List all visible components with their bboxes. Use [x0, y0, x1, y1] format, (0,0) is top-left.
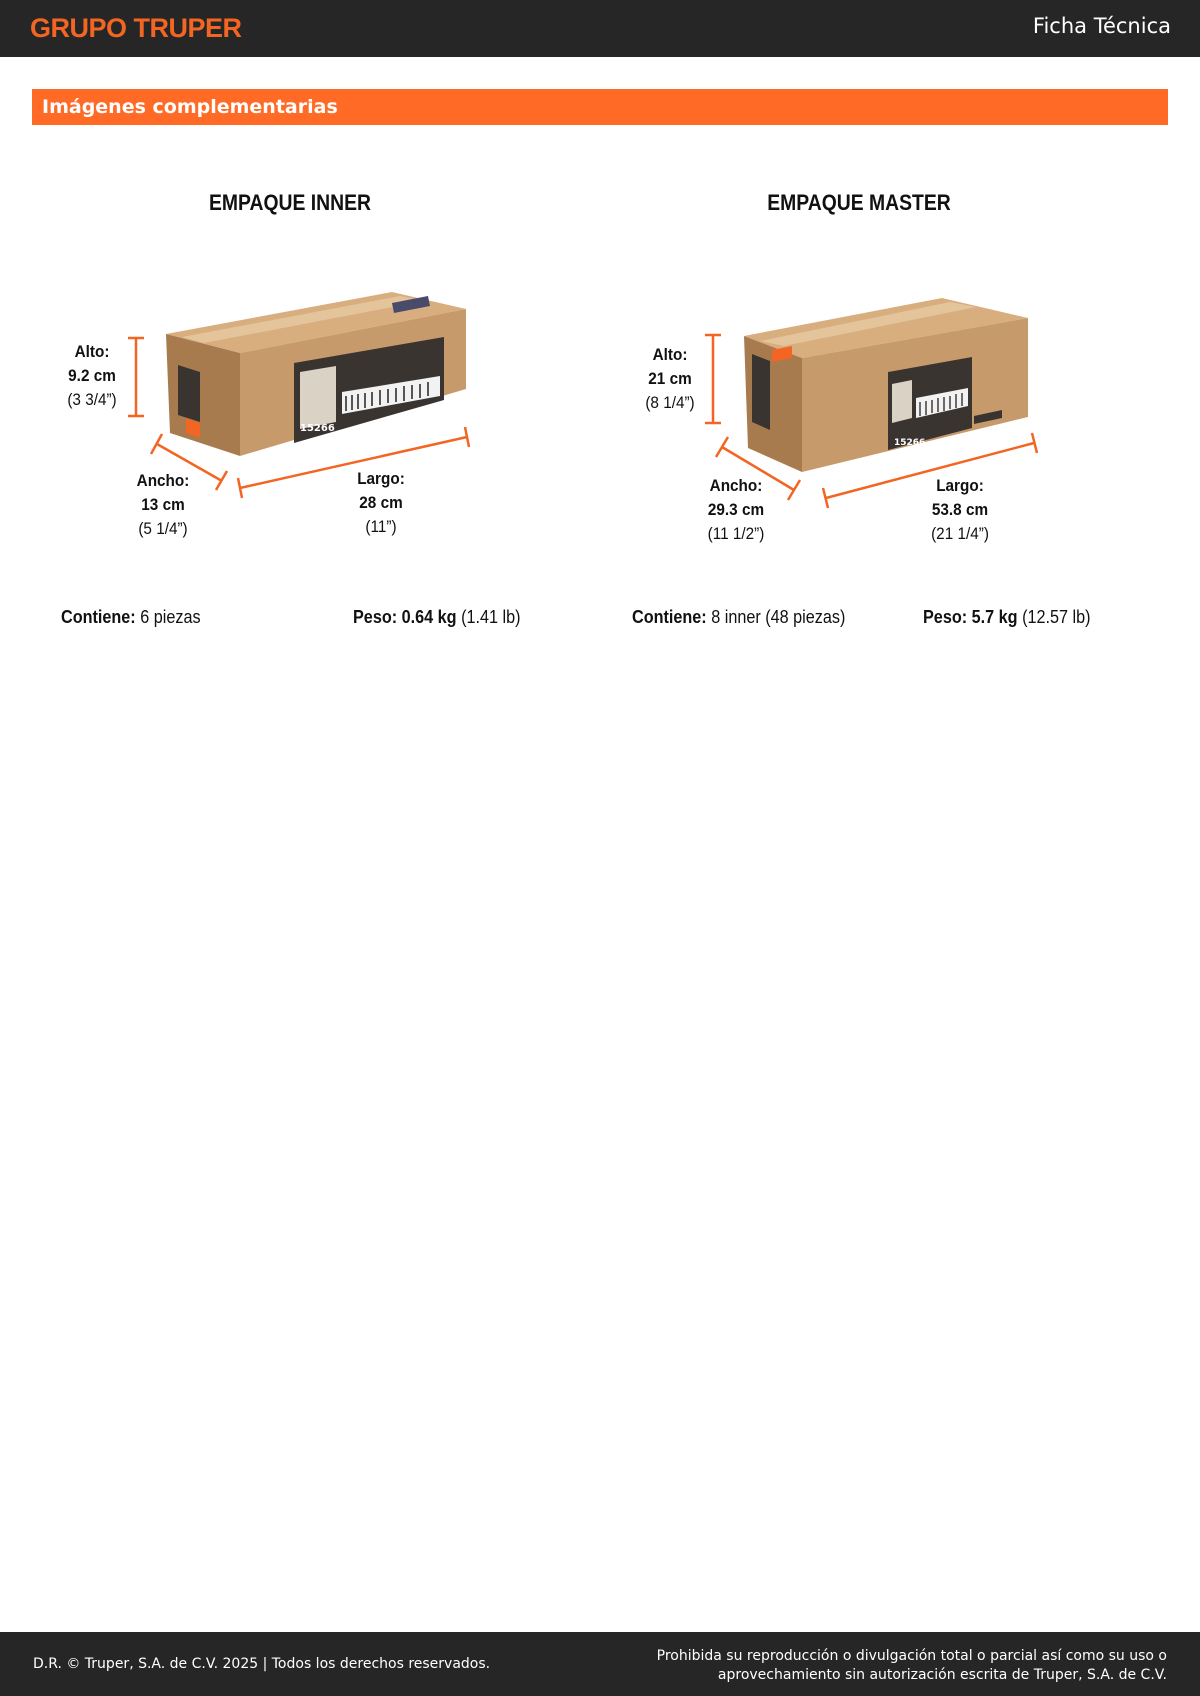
master-contents-label: Contiene: [632, 607, 707, 627]
inner-box-side-label [178, 365, 200, 422]
grupo-truper-logo: GRUPO TRUPER [30, 13, 242, 43]
inner-length-value: 28 cm [359, 493, 403, 512]
master-box-side-label [752, 354, 770, 430]
master-width-value: 29.3 cm [707, 500, 765, 519]
inner-box-code: 15266 [300, 423, 335, 434]
inner-height-dimension-line [128, 338, 144, 416]
master-height-label: Alto: [652, 345, 688, 364]
inner-weight-lb: (1.41 lb) [461, 607, 521, 627]
master-length-text [915, 474, 1005, 546]
inner-height-value: 9.2 cm [68, 366, 116, 385]
inner-box-side [166, 334, 240, 456]
legal-notice [657, 1647, 1167, 1685]
master-height-inches: (8 1/4”) [645, 393, 695, 412]
inner-width-inches: (5 1/4”) [138, 519, 188, 538]
inner-width-text [123, 469, 204, 541]
master-box-code: 15266 [894, 438, 926, 448]
master-weight-kg: 5.7 kg [971, 607, 1018, 627]
page-footer [0, 1632, 1200, 1696]
master-length-label: Largo: [936, 476, 984, 495]
inner-weight-kg: 0.64 kg [401, 607, 457, 627]
inner-width-label: Ancho: [136, 471, 190, 490]
inner-length-label: Largo: [357, 469, 405, 488]
section-header-bar [32, 89, 1168, 125]
master-package-panel [570, 160, 1140, 660]
legal-notice-line-2: aprovechamiento sin autorización escrita de Truper, S.A. de C.V. [717, 1667, 1167, 1683]
inner-weight [353, 607, 521, 628]
section-title: Imágenes complementarias [42, 96, 338, 118]
master-weight-lb: (12.57 lb) [1022, 607, 1091, 627]
master-width-text [691, 474, 781, 546]
master-weight-label: Peso: [923, 607, 968, 627]
master-length-value: 53.8 cm [931, 500, 989, 519]
master-contents [632, 607, 845, 628]
master-height-dimension-line [705, 335, 721, 423]
master-weight [923, 607, 1091, 628]
inner-height-text [54, 340, 130, 412]
inner-length-text [341, 467, 422, 539]
inner-width-value: 13 cm [141, 495, 185, 514]
master-width-inches: (11 1/2”) [707, 524, 765, 543]
master-height-value: 21 cm [648, 369, 692, 388]
page-header [0, 0, 1200, 57]
copyright-text: D.R. © Truper, S.A. de C.V. 2025 | Todos los derechos reservados. [33, 1656, 491, 1672]
inner-weight-label: Peso: [353, 607, 398, 627]
inner-package-title: EMPAQUE INNER [208, 190, 372, 215]
inner-package-panel [0, 160, 570, 660]
legal-notice-line-1: Prohibida su reproducción o divulgación total o parcial así como su uso o [656, 1648, 1167, 1664]
master-package-title: EMPAQUE MASTER [767, 190, 951, 215]
inner-height-inches: (3 3/4”) [67, 390, 117, 409]
master-length-inches: (21 1/4”) [931, 524, 989, 543]
inner-height-label: Alto: [74, 342, 110, 361]
inner-contents [61, 607, 201, 628]
master-width-label: Ancho: [709, 476, 763, 495]
master-contents-value: 8 inner (48 piezas) [711, 607, 846, 627]
inner-contents-label: Contiene: [61, 607, 136, 627]
inner-length-inches: (11”) [365, 517, 397, 536]
document-type-label: Ficha Técnica [1032, 14, 1171, 38]
master-height-text [634, 343, 706, 415]
inner-contents-value: 6 piezas [140, 607, 201, 627]
